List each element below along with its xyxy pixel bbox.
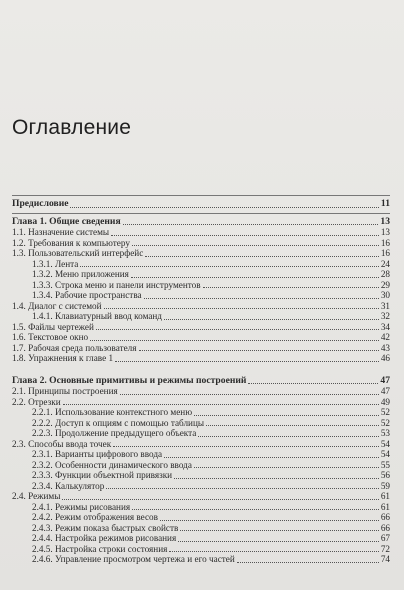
toc-entry <box>12 386 390 397</box>
toc-entry-page-number: 59 <box>380 480 390 491</box>
toc-entry-label: 2.2. Отрезки <box>12 396 61 407</box>
toc-entry-label: 2.4.1. Режимы рисования <box>32 501 131 512</box>
toc-entry <box>12 502 390 513</box>
toc-entry-page-number: 47 <box>380 374 390 386</box>
dot-leader <box>174 477 379 479</box>
toc-entry-label: 1.1. Назначение системы <box>12 227 110 237</box>
toc-entry-label: 1.3.1. Лента <box>32 258 79 269</box>
toc-entry-label: 1.7. Рабочая среда пользователя <box>12 342 137 353</box>
toc-entry <box>12 311 390 322</box>
toc-entry-label: Глава 1. Общие сведения <box>12 215 121 227</box>
dot-leader <box>169 550 378 552</box>
dot-leader <box>178 540 379 542</box>
toc-entry-page-number: 13 <box>380 227 390 237</box>
dot-leader <box>115 360 379 362</box>
toc-entry-label: 2.4.3. Режим показа быстрых свойств <box>32 522 179 533</box>
dot-leader <box>132 244 379 246</box>
dot-leader <box>106 487 378 489</box>
toc-entry-page-number: 30 <box>380 290 390 300</box>
toc-entry <box>12 481 390 492</box>
toc-entry-page-number: 29 <box>380 279 390 290</box>
toc-entry-label: 2.3.2. Особенности динамического ввода <box>32 459 192 470</box>
dot-leader <box>120 393 379 395</box>
toc-entry-label: 1.5. Файлы чертежей <box>12 321 94 332</box>
toc-entry-label: 2.4.6. Управление просмотром чертежа и его частей <box>32 554 235 564</box>
toc-entry-page-number: 28 <box>380 269 390 279</box>
toc-entry-page-number: 16 <box>380 237 390 248</box>
toc-entry <box>12 439 390 450</box>
toc-entry-page-number: 49 <box>380 396 390 407</box>
toc-entry-page-number: 47 <box>380 386 390 396</box>
page-title: Оглавление <box>12 116 132 139</box>
dot-leader <box>144 297 379 299</box>
dot-leader <box>63 403 379 405</box>
toc-entry-label: 2.4.5. Настройка строки состояния <box>32 543 168 554</box>
dot-leader <box>132 508 379 510</box>
toc-entry <box>12 491 390 502</box>
section-gap <box>12 364 390 376</box>
toc-entry <box>12 449 390 460</box>
toc-entry-page-number: 55 <box>380 459 390 470</box>
toc-entry-label: Предисловие <box>12 198 69 209</box>
toc-entry-page-number: 13 <box>380 215 390 227</box>
toc-entry-page-number: 74 <box>380 554 390 564</box>
toc-entry <box>12 544 390 555</box>
toc-entry-page-number: 24 <box>380 258 390 269</box>
dot-leader <box>237 561 379 563</box>
dot-leader <box>198 435 378 437</box>
toc-entry <box>12 397 390 408</box>
toc-entry-label: 2.3.1. Варианты цифрового ввода <box>32 449 163 459</box>
dot-leader <box>180 529 378 531</box>
toc-entry-page-number: 56 <box>380 470 390 480</box>
toc-entry-label: 2.3.4. Калькулятор <box>32 480 105 491</box>
toc-entry <box>12 512 390 523</box>
toc-entry <box>12 353 390 364</box>
toc-entry-label: 2.4.4. Настройка режимов рисования <box>32 533 177 543</box>
dot-leader <box>62 498 378 500</box>
toc-entry <box>12 280 390 291</box>
toc-entry-page-number: 52 <box>380 407 390 417</box>
section-divider <box>12 195 390 196</box>
dot-leader <box>70 206 378 208</box>
toc-entry-label: 1.4.1. Клавиатурный ввод команд <box>32 311 162 321</box>
toc-entry-label: 2.2.2. Доступ к опциям с помощью таблицы <box>32 417 205 428</box>
toc-entry-page-number: 67 <box>380 533 390 543</box>
toc-entry <box>12 301 390 312</box>
toc-entry <box>12 322 390 333</box>
toc-entry-page-number: 43 <box>380 342 390 353</box>
toc-entry <box>12 470 390 481</box>
dot-leader <box>139 349 379 351</box>
toc-entry-page-number: 66 <box>380 512 390 522</box>
toc-entry-page-number: 52 <box>380 417 390 428</box>
toc-entry-page-number: 46 <box>380 353 390 363</box>
toc-entry <box>12 332 390 343</box>
dot-leader <box>111 234 379 236</box>
toc-entry-label: 2.4.2. Режим отображения весов <box>32 512 158 522</box>
toc-entry-page-number: 42 <box>380 332 390 342</box>
toc-entry <box>12 523 390 534</box>
toc-entry-page-number: 66 <box>380 522 390 533</box>
dot-leader <box>131 276 379 278</box>
dot-leader <box>164 318 379 320</box>
toc-entry-label: Глава 2. Основные примитивы и режимы построений <box>12 374 247 386</box>
toc-entry-label: 2.4. Режимы <box>12 491 61 501</box>
toc-entry-page-number: 16 <box>380 248 390 258</box>
toc-entry-page-number: 34 <box>380 321 390 332</box>
toc-entry <box>12 407 390 418</box>
dot-leader <box>203 286 379 288</box>
dot-leader <box>113 445 379 447</box>
toc-entry-label: 1.3. Пользовательский интерфейс <box>12 248 144 258</box>
toc-entry-label: 2.2.1. Использование контекстного меню <box>32 407 193 417</box>
dot-leader <box>160 519 379 521</box>
toc-entry <box>12 259 390 270</box>
toc-entry-label: 1.8. Упражнения к главе 1 <box>12 353 114 363</box>
dot-leader <box>164 456 379 458</box>
toc-entry <box>12 343 390 354</box>
toc-entry-label: 1.4. Диалог с системой <box>12 300 102 311</box>
toc-chapter-entry <box>12 199 390 210</box>
toc-entry <box>12 418 390 429</box>
toc-entry-label: 1.2. Требования к компьютеру <box>12 237 130 248</box>
dot-leader <box>96 328 379 330</box>
dot-leader <box>206 424 379 426</box>
toc-entry <box>12 533 390 544</box>
toc-entry <box>12 428 390 439</box>
toc-entry-label: 1.3.2. Меню приложения <box>32 269 129 279</box>
dot-leader <box>194 466 379 468</box>
toc-chapter-entry <box>12 217 390 228</box>
toc-entry-label: 2.3. Способы ввода точек <box>12 438 112 449</box>
toc-entry-label: 1.3.3. Строка меню и панели инструментов <box>32 279 201 290</box>
toc-entry-page-number: 32 <box>380 311 390 321</box>
toc-entry-label: 2.2.3. Продолжение предыдущего объекта <box>32 428 197 438</box>
dot-leader <box>123 223 379 225</box>
dot-leader <box>145 255 379 257</box>
toc-entry-label: 2.1. Принципы построения <box>12 386 118 396</box>
dot-leader <box>194 414 379 416</box>
toc-entry-page-number: 61 <box>380 501 390 512</box>
toc-entry-page-number: 61 <box>380 491 390 501</box>
dot-leader <box>248 382 378 384</box>
toc-entry-label: 2.3.3. Функции объектной привязки <box>32 470 173 480</box>
toc-entry-page-number: 54 <box>380 438 390 449</box>
toc-entry <box>12 269 390 280</box>
section-divider <box>12 213 390 214</box>
toc-entry <box>12 248 390 259</box>
dot-leader <box>80 265 378 267</box>
toc-entry <box>12 227 390 238</box>
dot-leader <box>104 307 379 309</box>
toc-entry <box>12 238 390 249</box>
toc-entry-page-number: 54 <box>380 449 390 459</box>
dot-leader <box>90 339 379 341</box>
toc-entry-page-number: 31 <box>380 300 390 311</box>
toc-entry-label: 1.3.4. Рабочие пространства <box>32 290 142 300</box>
toc-entry-page-number: 72 <box>380 543 390 554</box>
toc-entry-page-number: 53 <box>380 428 390 438</box>
toc-entry-label: 1.6. Текстовое окно <box>12 332 89 342</box>
toc-entry <box>12 290 390 301</box>
toc-entry <box>12 460 390 471</box>
toc-entry <box>12 554 390 565</box>
table-of-contents <box>12 192 390 565</box>
toc-entry-page-number: 11 <box>380 198 390 209</box>
toc-chapter-entry <box>12 376 390 387</box>
